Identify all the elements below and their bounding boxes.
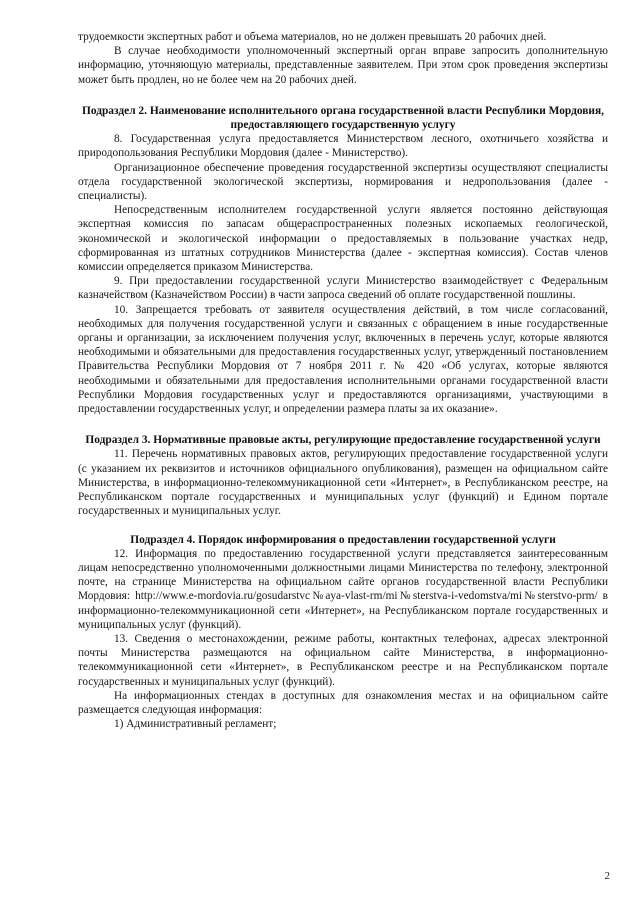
paragraph-8: 8. Государственная услуга предоставляется Министерством лесного, охотничьего хозяйства и природопользования Республики Мордовия (далее - Министерство). xyxy=(78,133,608,160)
section-3-heading: Подраздел 3. Нормативные правовые акты, регулирующие предоставление государственной услуги xyxy=(85,434,601,447)
paragraph-13: 13. Сведения о местонахождении, режиме работы, контактных телефонах, адресах электронной почты Министерства размещаются на официальном сайте Министерства, в информационно-телекоммуникационной сети «Интернет», в Республиканском реестре и на Республиканском портале государственных и муниципальных услуг (функций). xyxy=(78,632,608,688)
page-number: 2 xyxy=(604,870,610,882)
paragraph-11: 11. Перечень нормативных правовых актов, регулирующих предоставление государственной услуги (с указанием их реквизитов и источников официального опубликования), размещен на официальном сайте Министерства, в информационно-телекоммуникационной сети «Интернет», в Республиканском реестре, на Республиканском портале государственных и муниципальных услуг (функций) и Едином портале государственных и муниципальных услуг. xyxy=(78,448,608,518)
list-item-1: 1) Административный регламент; xyxy=(114,718,277,731)
section-2-heading: Подраздел 2. Наименование исполнительного органа государственной власти Республики Мордовия, предоставляющего государственную услугу xyxy=(81,104,604,132)
paragraph-continuation: трудоемкости экспертных работ и объема материалов, но не должен превышать 20 рабочих дней. xyxy=(78,31,547,43)
paragraph-9: 9. При предоставлении государственной услуги Министерство взаимодействует с Федеральным казначейством (Казначейством России) в части запроса сведений об оплате государственной пошлины. xyxy=(78,275,608,302)
paragraph-8-executor: Непосредственным исполнителем государственной услуги является постоянно действующая экспертная комиссия по запасам общераспространенных полезных ископаемых геологической, экономической и экологической информации о предоставляемых в пользование участках недр, сформированная из штатных сотрудников Министерства (далее - экспертная комиссия). Состав членов комиссии определяется приказом Министерства. xyxy=(78,204,608,274)
paragraph-12: 12. Информация по предоставлению государственной услуги представляется заинтересованным лицам непосредственно уполномоченными должностными лицами Министерства по телефону, электронной почте, на странице Министерства на официальном сайте органов государственной власти Республики Мордовия: http://www.e-mordovia.ru/gosudarstvc№aya-vlast-rm/mi№sterstva-i-vedomstva/mi№sterstvo-prm/ в информационно-телекоммуникационной сети «Интернет», на Республиканском портале государственных и муниципальных услуг (функций). xyxy=(78,547,608,631)
section-4-heading: Подраздел 4. Порядок информирования о предоставлении государственной услуги xyxy=(130,533,556,546)
paragraph-13-stands: На информационных стендах в доступных для ознакомления местах и на официальном сайте размещается следующая информация: xyxy=(78,689,608,716)
paragraph-10: 10. Запрещается требовать от заявителя осуществления действий, в том числе согласований, необходимых для получения государственной услуги и связанных с обращением в иные государственные органы и организации, за исключением получения услуг, включенных в перечень услуг, которые являются необходимыми и обязательными для предоставления государственных услуг, утвержденный постановлением Правительства Республики Мордовия от 7 ноября 2011 г. № 420 «Об услугах, которые являются необходимыми и обязательными для предоставления исполнительными органами государственной власти Республики Мордовия государственных услуг и предоставляются организациями, участвующими в предоставлении государственных услуг, и определении размера платы за их оказание». xyxy=(78,303,608,416)
paragraph-8-org: Организационное обеспечение проведения государственной экспертизы осуществляют специалисты отдела государственной экологической экспертизы, нормирования и недропользования (далее - специалисты). xyxy=(78,161,608,203)
document-body xyxy=(78,30,608,731)
paragraph-extension: В случае необходимости уполномоченный экспертный орган вправе запросить дополнительную информацию, уточняющую материалы, представленные заявителем. При этом срок проведения экспертизы может быть продлен, но не более чем на 20 рабочих дней. xyxy=(78,45,608,86)
